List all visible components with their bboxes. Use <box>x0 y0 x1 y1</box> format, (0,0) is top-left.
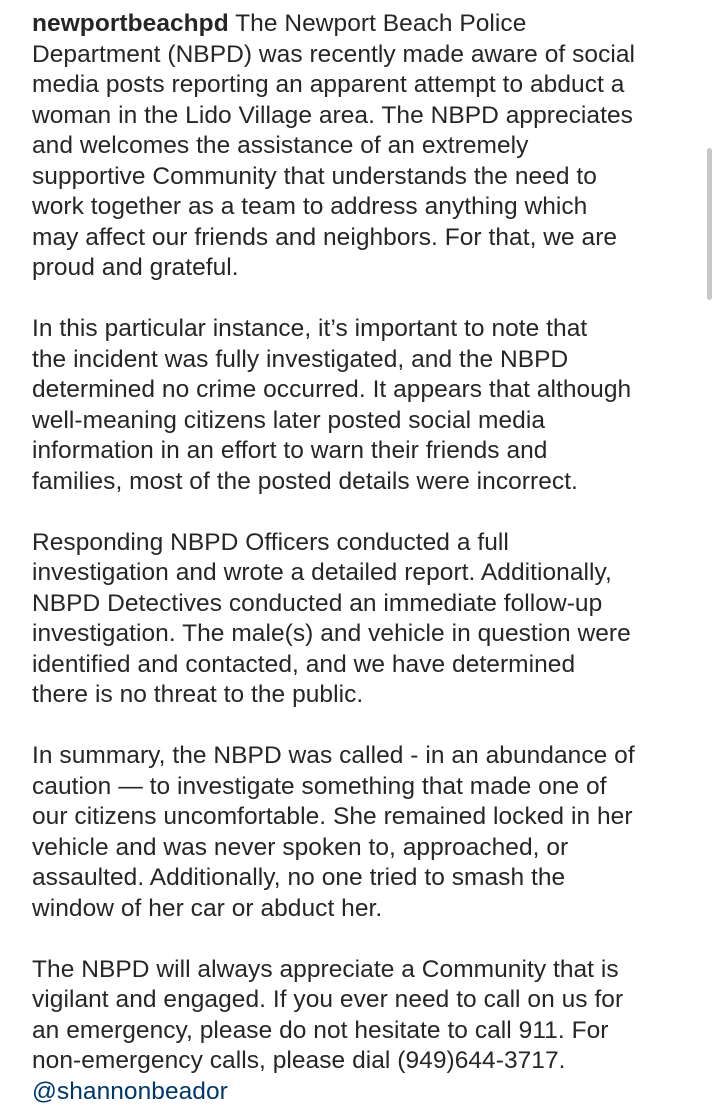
username-link[interactable]: newportbeachpd <box>32 10 229 37</box>
caption-paragraph-1-text: The Newport Beach Police Department (NBPD) was recently made aware of social media posts reporting an apparent attempt to abduct a woman in the Lido Village area. The NBPD appreciates and welcomes the assistance of an extremely supportive Community that understands the need to work together as a team to address anything which may affect our friends and neighbors. For that, we are proud and grateful. <box>32 10 636 281</box>
post-caption <box>32 9 702 1107</box>
caption-paragraph-4: In summary, the NBPD was called - in an abundance of caution — to investigate something that made one of our citizens uncomfortable. She remained locked in her vehicle and was never spoken to, approached, or assaulted. Additionally, no one tried to smash the window of her car or abduct her. <box>32 742 635 922</box>
caption-paragraph-1 <box>32 9 702 284</box>
caption-paragraph-5-text: The NBPD will always appreciate a Community that is vigilant and engaged. If you ever need to call on us for an emergency, please do not hesitate to call 911. For non-emergency calls, please dial (949)644-3717. <box>32 955 624 1074</box>
caption-paragraph-5 <box>32 955 702 1108</box>
caption-paragraph-2: In this particular instance, it’s important to note that the incident was fully investigated, and the NBPD determined no crime occurred. It appears that although well-meaning citizens later posted social media information in an effort to warn their friends and families, most of the posted details were incorrect. <box>32 315 632 495</box>
mention-link[interactable]: @shannonbeador <box>32 1077 228 1105</box>
scrollbar-thumb[interactable] <box>707 148 712 300</box>
caption-paragraph-3: Responding NBPD Officers conducted a full investigation and wrote a detailed report. Additionally, NBPD Detectives conducted an immediate follow-up investigation. The male(s) and vehicle in question were identified and contacted, and we have determined there is no threat to the public. <box>32 528 631 708</box>
